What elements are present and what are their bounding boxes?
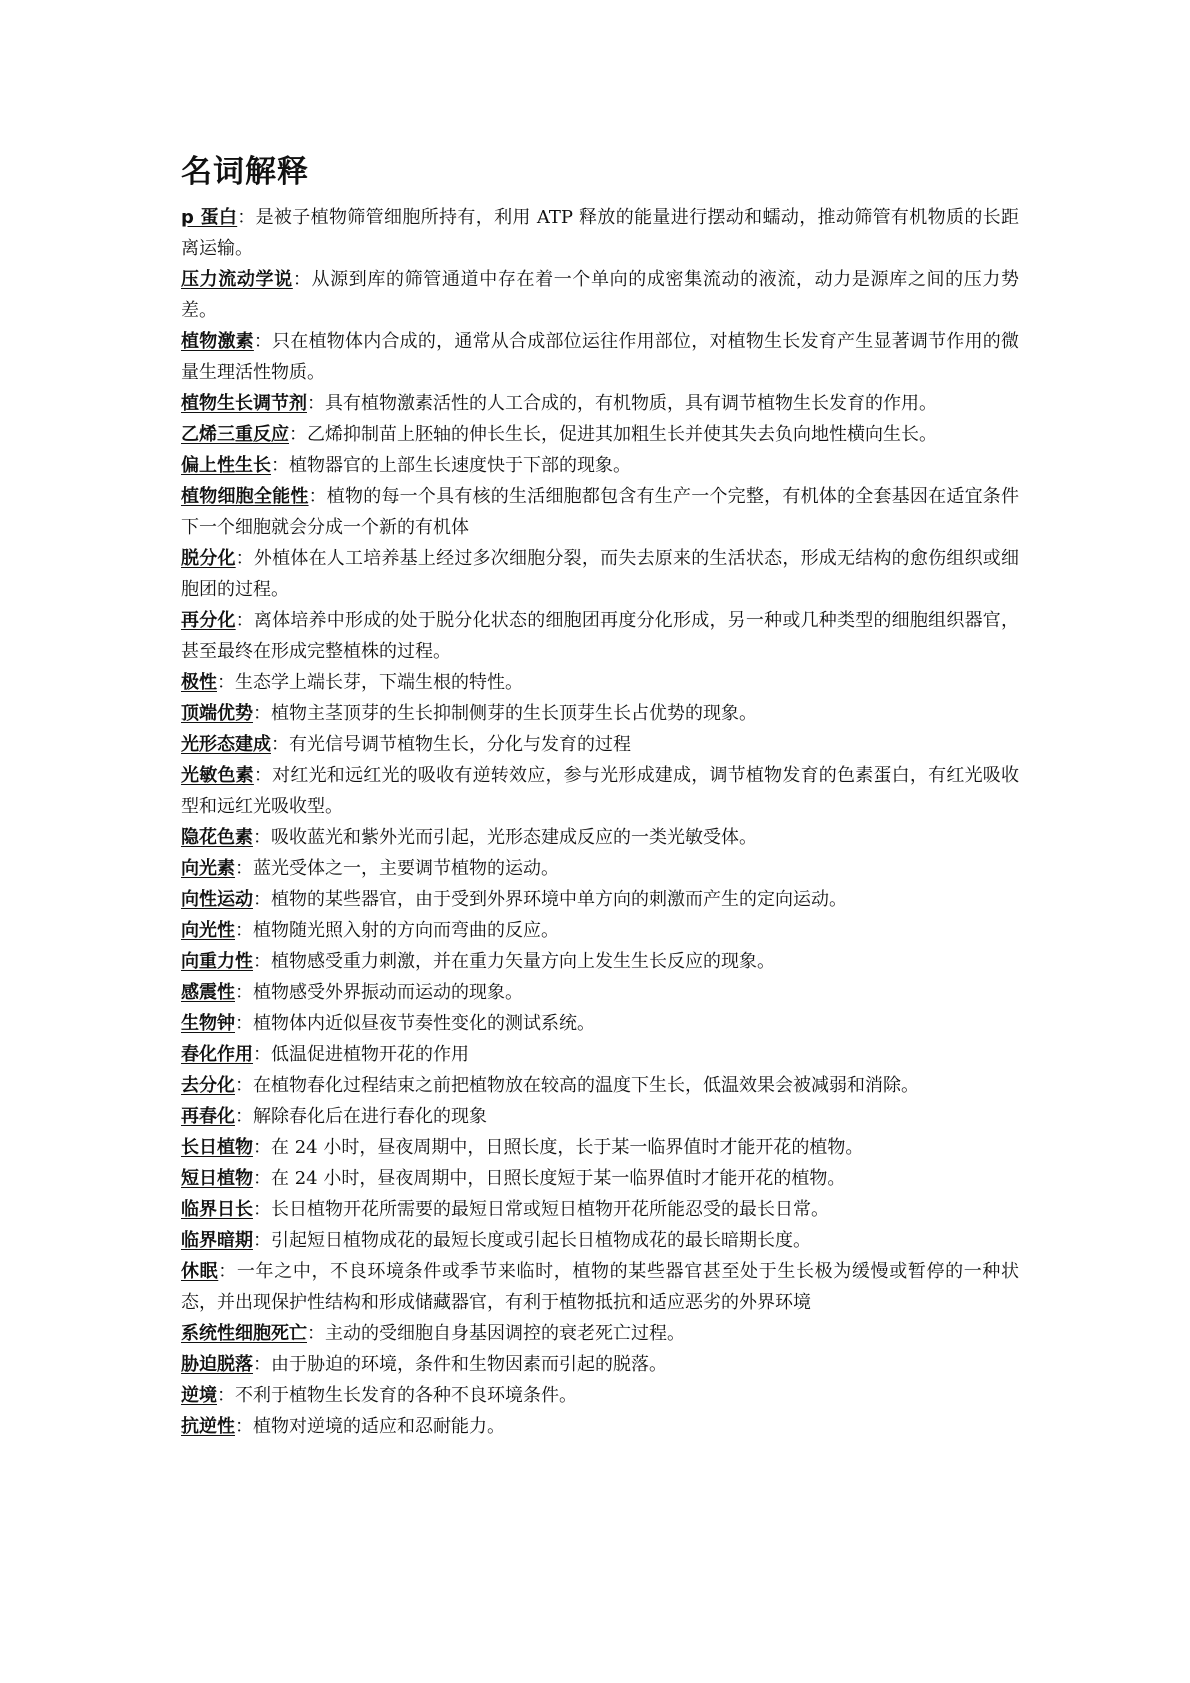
glossary-term: 向重力性 <box>181 951 253 972</box>
glossary-entry <box>181 1256 1019 1318</box>
glossary-entry <box>181 543 1019 605</box>
document-page <box>181 150 1019 1442</box>
glossary-definition: 解除春化后在进行春化的现象 <box>253 1106 487 1127</box>
term-separator: ： <box>235 982 253 1003</box>
glossary-entry <box>181 450 1019 481</box>
glossary-entry <box>181 1318 1019 1349</box>
glossary-term: p 蛋白 <box>181 207 238 228</box>
glossary-entry <box>181 1411 1019 1442</box>
glossary-entry <box>181 729 1019 760</box>
glossary-term: 春化作用 <box>181 1044 253 1065</box>
glossary-term: 去分化 <box>181 1075 235 1096</box>
glossary-term: 感震性 <box>181 982 235 1003</box>
glossary-definition: 植物的某些器官，由于受到外界环境中单方向的刺激而产生的定向运动。 <box>271 889 847 910</box>
term-separator: ： <box>308 486 327 507</box>
glossary-entry <box>181 884 1019 915</box>
term-separator: ： <box>217 672 235 693</box>
term-separator: ： <box>235 548 254 569</box>
term-separator: ： <box>307 393 325 414</box>
glossary-entry <box>181 202 1019 264</box>
glossary-term: 临界日长 <box>181 1199 253 1220</box>
glossary-term: 再分化 <box>181 610 236 631</box>
glossary-entry <box>181 760 1019 822</box>
term-separator: ： <box>253 1354 271 1375</box>
term-separator: ： <box>235 858 253 879</box>
glossary-definition: 乙烯抑制苗上胚轴的伸长生长，促进其加粗生长并使其失去负向地性横向生长。 <box>307 424 937 445</box>
glossary-entry <box>181 1380 1019 1411</box>
term-separator: ： <box>235 610 254 631</box>
term-separator: ： <box>307 1323 325 1344</box>
term-separator: ： <box>253 331 273 352</box>
glossary-entry <box>181 977 1019 1008</box>
glossary-entry <box>181 1070 1019 1101</box>
glossary-definition: 在 24 小时，昼夜周期中，日照长度，长于某一临界值时才能开花的植物。 <box>271 1137 864 1158</box>
glossary-definition: 具有植物激素活性的人工合成的，有机物质，具有调节植物生长发育的作用。 <box>325 393 937 414</box>
glossary-term: 系统性细胞死亡 <box>181 1323 307 1344</box>
term-separator: ： <box>218 1261 237 1282</box>
glossary-entry <box>181 853 1019 884</box>
glossary-entry <box>181 419 1019 450</box>
glossary-term: 脱分化 <box>181 548 236 569</box>
glossary-entry <box>181 481 1019 543</box>
glossary-term: 向光性 <box>181 920 235 941</box>
glossary-definition: 引起短日植物成花的最短长度或引起长日植物成花的最长暗期长度。 <box>271 1230 811 1251</box>
glossary-definition: 吸收蓝光和紫外光而引起，光形态建成反应的一类光敏受体。 <box>271 827 757 848</box>
glossary-entry <box>181 605 1019 667</box>
term-separator: ： <box>253 1044 271 1065</box>
term-separator: ： <box>253 1199 271 1220</box>
glossary-entry <box>181 1163 1019 1194</box>
glossary-definition: 在植物春化过程结束之前把植物放在较高的温度下生长，低温效果会被减弱和消除。 <box>253 1075 919 1096</box>
glossary-term: 向光素 <box>181 858 235 879</box>
glossary-term: 再春化 <box>181 1106 235 1127</box>
glossary-entry <box>181 388 1019 419</box>
glossary-definition: 植物感受重力刺激，并在重力矢量方向上发生生长反应的现象。 <box>271 951 775 972</box>
glossary-definition: 生态学上端长芽，下端生根的特性。 <box>235 672 523 693</box>
glossary-definition: 蓝光受体之一，主要调节植物的运动。 <box>253 858 559 879</box>
glossary-list <box>181 202 1019 1442</box>
term-separator: ： <box>271 734 289 755</box>
glossary-term: 抗逆性 <box>181 1416 235 1437</box>
glossary-definition: 植物器官的上部生长速度快于下部的现象。 <box>289 455 631 476</box>
glossary-term: 临界暗期 <box>181 1230 253 1251</box>
glossary-term: 胁迫脱落 <box>181 1354 253 1375</box>
glossary-term: 极性 <box>181 672 217 693</box>
glossary-term: 压力流动学说 <box>181 269 293 290</box>
glossary-definition: 植物主茎顶芽的生长抑制侧芽的生长顶芽生长占优势的现象。 <box>271 703 757 724</box>
glossary-definition: 有光信号调节植物生长，分化与发育的过程 <box>289 734 631 755</box>
glossary-term: 顶端优势 <box>181 703 253 724</box>
term-separator: ： <box>253 951 271 972</box>
glossary-definition: 不利于植物生长发育的各种不良环境条件。 <box>235 1385 577 1406</box>
glossary-term: 生物钟 <box>181 1013 235 1034</box>
term-separator: ： <box>253 1230 271 1251</box>
glossary-term: 光敏色素 <box>181 765 254 786</box>
glossary-definition: 是被子植物筛管细胞所持有，利用 ATP 释放的能量进行摆动和蠕动，推动筛管有机物质的长距离运输。 <box>181 207 1020 259</box>
term-separator: ： <box>235 1075 253 1096</box>
glossary-term: 光形态建成 <box>181 734 271 755</box>
glossary-entry <box>181 1132 1019 1163</box>
glossary-entry <box>181 1225 1019 1256</box>
term-separator: ： <box>292 269 312 290</box>
term-separator: ： <box>235 920 253 941</box>
glossary-definition: 外植体在人工培养基上经过多次细胞分裂，而失去原来的生活状态，形成无结构的愈伤组织或细胞团的过程。 <box>181 548 1020 600</box>
glossary-definition: 植物的每一个具有核的生活细胞都包含有生产一个完整，有机体的全套基因在适宜条件下一个细胞就会分成一个新的有机体 <box>181 486 1020 538</box>
glossary-entry <box>181 1039 1019 1070</box>
glossary-term: 休眠 <box>181 1261 219 1282</box>
glossary-definition: 从源到库的筛管通道中存在着一个单向的成密集流动的液流，动力是源库之间的压力势差。 <box>181 269 1020 321</box>
glossary-definition: 植物随光照入射的方向而弯曲的反应。 <box>253 920 559 941</box>
glossary-term: 逆境 <box>181 1385 217 1406</box>
glossary-definition: 对红光和远红光的吸收有逆转效应，参与光形成建成，调节植物发育的色素蛋白，有红光吸收型和远红光吸收型。 <box>181 765 1020 817</box>
glossary-entry <box>181 1101 1019 1132</box>
term-separator: ： <box>235 1106 253 1127</box>
page-title: 名词解释 <box>181 154 309 190</box>
glossary-definition: 一年之中，不良环境条件或季节来临时，植物的某些器官甚至处于生长极为缓慢或暂停的一种状态，并出现保护性结构和形成储藏器官，有利于植物抵抗和适应恶劣的外界环境 <box>181 1261 1020 1313</box>
term-separator: ： <box>271 455 289 476</box>
glossary-entry <box>181 667 1019 698</box>
glossary-term: 长日植物 <box>181 1137 253 1158</box>
glossary-definition: 长日植物开花所需要的最短日常或短日植物开花所能忍受的最长日常。 <box>271 1199 829 1220</box>
term-separator: ： <box>253 703 271 724</box>
glossary-term: 隐花色素 <box>181 827 253 848</box>
glossary-definition: 植物体内近似昼夜节奏性变化的测试系统。 <box>253 1013 595 1034</box>
glossary-term: 植物细胞全能性 <box>181 486 309 507</box>
glossary-entry <box>181 698 1019 729</box>
glossary-definition: 离体培养中形成的处于脱分化状态的细胞团再度分化形成，另一种或几种类型的细胞组织器官，甚至最终在形成完整植株的过程。 <box>181 610 1020 662</box>
glossary-entry <box>181 326 1019 388</box>
glossary-definition: 由于胁迫的环境，条件和生物因素而引起的脱落。 <box>271 1354 667 1375</box>
glossary-term: 向性运动 <box>181 889 253 910</box>
term-separator: ： <box>237 207 256 228</box>
glossary-term: 偏上性生长 <box>181 455 271 476</box>
glossary-definition: 低温促进植物开花的作用 <box>271 1044 469 1065</box>
term-separator: ： <box>253 1168 271 1189</box>
glossary-entry <box>181 1194 1019 1225</box>
glossary-definition: 在 24 小时，昼夜周期中，日照长度短于某一临界值时才能开花的植物。 <box>271 1168 846 1189</box>
glossary-entry <box>181 264 1019 326</box>
glossary-entry <box>181 822 1019 853</box>
term-separator: ： <box>253 765 273 786</box>
glossary-entry <box>181 915 1019 946</box>
term-separator: ： <box>289 424 307 445</box>
glossary-entry <box>181 946 1019 977</box>
glossary-definition: 主动的受细胞自身基因调控的衰老死亡过程。 <box>325 1323 685 1344</box>
glossary-definition: 植物感受外界振动而运动的现象。 <box>253 982 523 1003</box>
term-separator: ： <box>253 1137 271 1158</box>
glossary-term: 短日植物 <box>181 1168 253 1189</box>
term-separator: ： <box>235 1416 253 1437</box>
term-separator: ： <box>235 1013 253 1034</box>
glossary-entry <box>181 1008 1019 1039</box>
glossary-entry <box>181 1349 1019 1380</box>
term-separator: ： <box>253 827 271 848</box>
term-separator: ： <box>217 1385 235 1406</box>
glossary-term: 乙烯三重反应 <box>181 424 289 445</box>
glossary-term: 植物生长调节剂 <box>181 393 307 414</box>
glossary-definition: 只在植物体内合成的，通常从合成部位运往作用部位，对植物生长发育产生显著调节作用的微量生理活性物质。 <box>181 331 1020 383</box>
term-separator: ： <box>253 889 271 910</box>
glossary-term: 植物激素 <box>181 331 254 352</box>
glossary-definition: 植物对逆境的适应和忍耐能力。 <box>253 1416 505 1437</box>
